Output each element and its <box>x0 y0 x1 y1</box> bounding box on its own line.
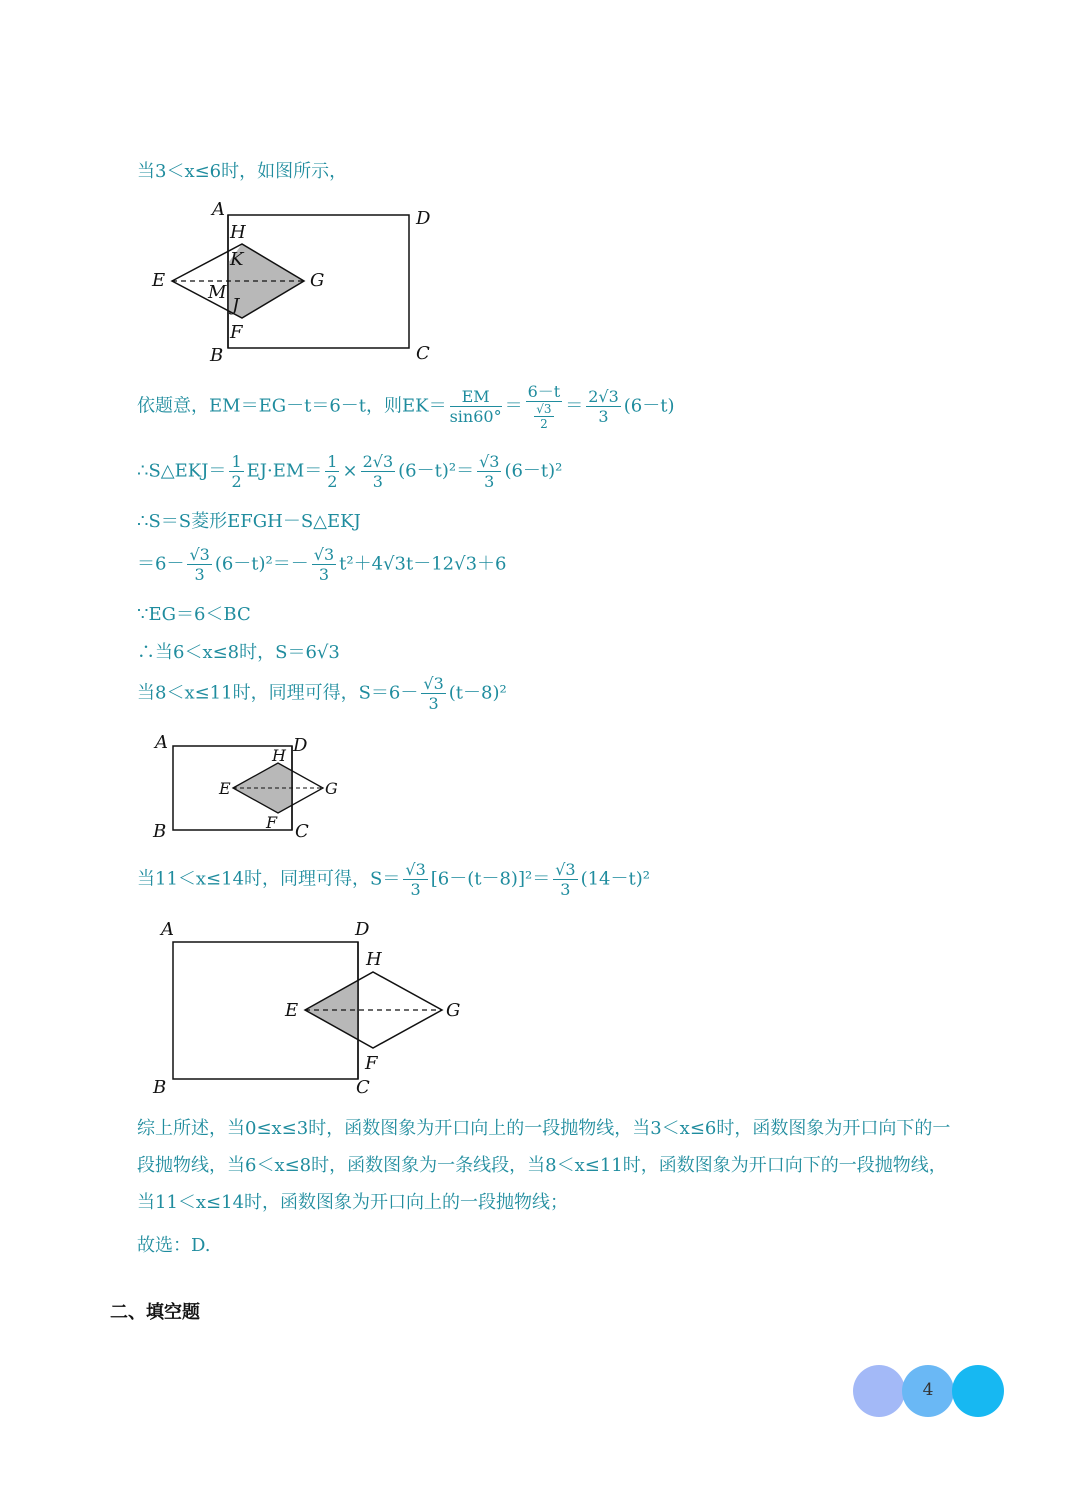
fig2-label-D: D <box>293 735 308 756</box>
line-case-8-11: 当8＜x≤11时，同理可得，S＝6－ $\frac{√3}{3}$ (t－8)² <box>137 674 507 713</box>
fig3-label-D: D <box>355 919 370 940</box>
fig3-label-C: C <box>356 1077 370 1098</box>
fig1-label-E: E <box>152 270 166 291</box>
fig3-label-A: A <box>161 919 174 940</box>
fig1-label-K: K <box>230 249 244 270</box>
line-case-3-6: 当3＜x≤6时，如图所示， <box>137 161 348 182</box>
fig1-label-A: A <box>212 199 225 220</box>
figure-2 <box>145 728 355 846</box>
summary-paragraph: 综上所述，当0≤x≤3时，函数图象为开口向上的一段抛物线，当3＜x≤6时，函数图象为开口向下的一段抛物线，当6＜x≤8时，函数图象为一条线段，当8＜x≤11时，函数图象为开口向下的一段抛物线，当11＜x≤14时，函数图象为开口向上的一段抛物线； <box>137 1118 951 1213</box>
fig1-label-F: F <box>230 322 243 343</box>
figure-3 <box>145 915 475 1100</box>
line-ek: 依题意，EM＝EG－t＝6－t，则EK＝ $\frac{EM}{\sin 60^\circ}$ ＝ $\frac{6-t}{\frac{√3}{2}}$ ＝ $\frac{2√3}{3}$ (6－t) <box>137 382 675 431</box>
fig1-label-C: C <box>416 343 430 364</box>
section-heading: 二、填空题 <box>110 1302 200 1323</box>
line-s-def: ∴S＝S菱形EFGH－S△EKJ <box>137 511 361 532</box>
answer-line: 故选：D. <box>137 1235 211 1256</box>
fig2-label-A: A <box>155 732 168 753</box>
line-area-ekj: ∴S△EKJ＝ $\frac{1}{2}$ EJ·EM＝ $\frac{1}{2}$ × $\frac{2√3}{3}$ (6－t)²＝ $\frac{√3}{3}$ (6－t)² <box>137 452 563 491</box>
fig1-label-B: B <box>210 345 224 366</box>
deco-circle-left <box>853 1365 905 1417</box>
page-number: 4 <box>922 1380 934 1400</box>
fig3-label-E: E <box>285 1000 299 1021</box>
fig1-label-M: M <box>208 282 227 303</box>
fig3-label-G: G <box>446 1000 461 1021</box>
fig3-label-H: H <box>366 949 382 970</box>
fig2-label-H: H <box>272 746 286 765</box>
fig1-label-J: J <box>232 295 240 316</box>
fig2-label-E: E <box>219 779 231 798</box>
deco-circle-right <box>952 1365 1004 1417</box>
fig2-label-G: G <box>325 779 338 798</box>
figure-1 <box>140 195 440 370</box>
fig1-label-G: G <box>310 270 325 291</box>
line-case-11-14: 当11＜x≤14时，同理可得，S＝ $\frac{√3}{3}$ [6－(t－8)]²＝ $\frac{√3}{3}$ (14－t)² <box>137 860 650 899</box>
line-s-expr: ＝6－ $\frac{√3}{3}$ (6－t)²＝－ $\frac{√3}{3}$ t²＋4√3t－12√3＋6 <box>137 545 507 584</box>
fig2-label-F: F <box>266 813 278 832</box>
fig3-label-F: F <box>365 1053 378 1074</box>
fig1-label-D: D <box>416 208 431 229</box>
fig2-label-C: C <box>295 821 309 842</box>
line-case-6-8: ∴当6＜x≤8时，S＝6√3 <box>137 642 340 663</box>
line-because: ∵EG＝6＜BC <box>137 604 251 625</box>
fig2-label-B: B <box>153 821 167 842</box>
fig3-label-B: B <box>153 1077 167 1098</box>
fig1-label-H: H <box>230 222 246 243</box>
